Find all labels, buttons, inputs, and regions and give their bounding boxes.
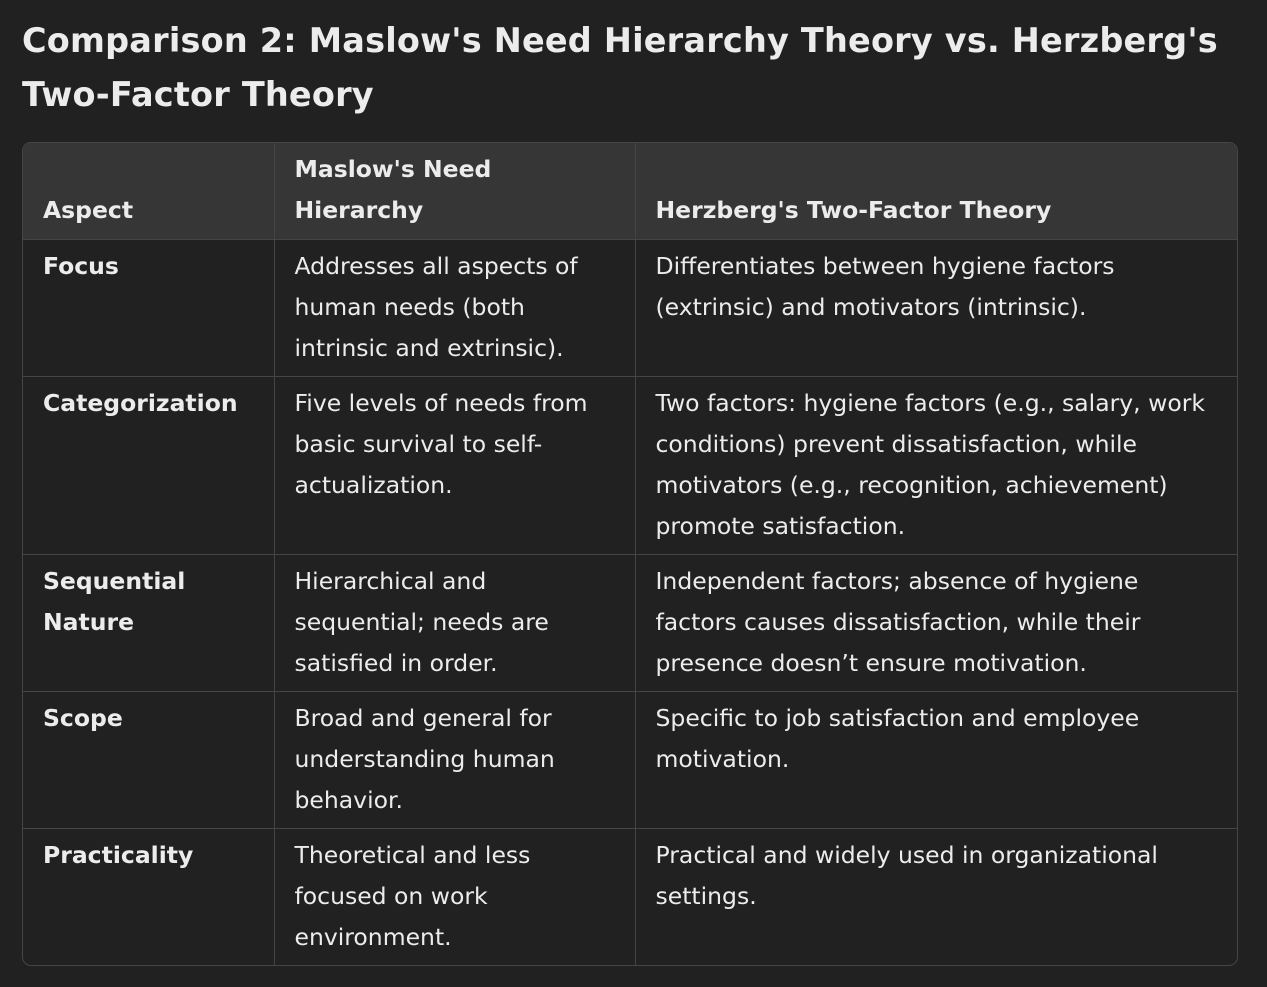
column-header-herzberg: Herzberg's Two-Factor Theory	[635, 143, 1237, 240]
column-header-maslow: Maslow's Need Hierarchy	[274, 143, 635, 240]
aspect-cell: Sequential Nature	[23, 555, 274, 692]
maslow-cell: Addresses all aspects of human needs (both intrinsic and extrinsic).	[274, 240, 635, 377]
herzberg-cell: Specific to job satisfaction and employee motivation.	[635, 692, 1237, 829]
herzberg-cell: Differentiates between hygiene factors (extrinsic) and motivators (intrinsic).	[635, 240, 1237, 377]
aspect-cell: Focus	[23, 240, 274, 377]
maslow-cell: Hierarchical and sequential; needs are satisfied in order.	[274, 555, 635, 692]
header-row	[23, 143, 1237, 240]
aspect-cell: Categorization	[23, 377, 274, 555]
maslow-cell: Broad and general for understanding human behavior.	[274, 692, 635, 829]
column-header-aspect: Aspect	[23, 143, 274, 240]
aspect-cell: Scope	[23, 692, 274, 829]
herzberg-cell: Practical and widely used in organizational settings.	[635, 829, 1237, 966]
page-title: Comparison 2: Maslow's Need Hierarchy Theory vs. Herzberg's Two-Factor Theory	[22, 21, 1218, 114]
table-body	[23, 240, 1237, 966]
herzberg-cell: Independent factors; absence of hygiene factors causes dissatisfaction, while their presence doesn’t ensure motivation.	[635, 555, 1237, 692]
table-row	[23, 829, 1237, 966]
comparison-table-container	[22, 142, 1238, 966]
comparison-table	[23, 143, 1237, 965]
aspect-cell: Practicality	[23, 829, 274, 966]
table-row	[23, 240, 1237, 377]
table-row	[23, 692, 1237, 829]
maslow-cell: Five levels of needs from basic survival to self-actualization.	[274, 377, 635, 555]
herzberg-cell: Two factors: hygiene factors (e.g., salary, work conditions) prevent dissatisfaction, while motivators (e.g., recognition, achievement) promote satisfaction.	[635, 377, 1237, 555]
maslow-cell: Theoretical and less focused on work environment.	[274, 829, 635, 966]
table-row	[23, 555, 1237, 692]
table-header	[23, 143, 1237, 240]
table-row	[23, 377, 1237, 555]
